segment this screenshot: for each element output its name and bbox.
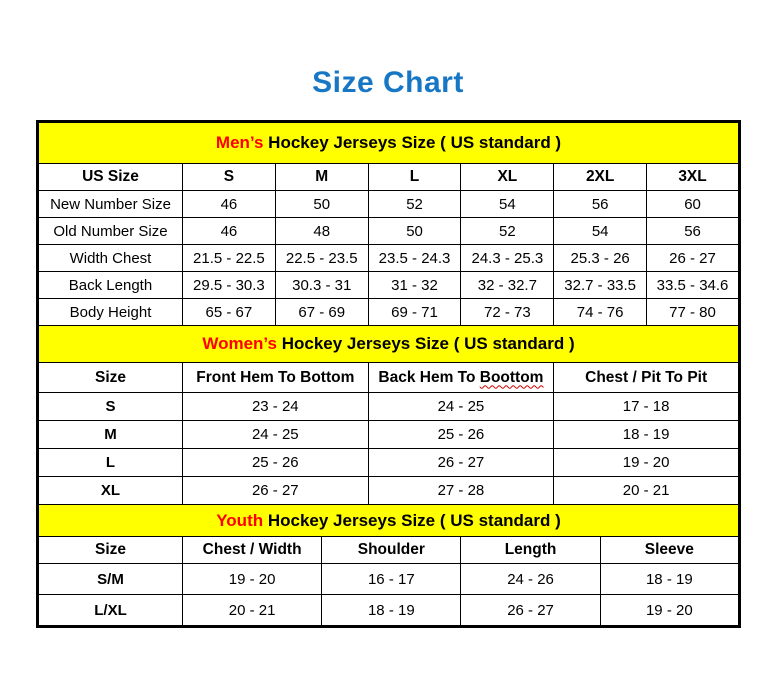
table-cell: 74 - 76 xyxy=(554,299,647,326)
womens-col-header-size: Size xyxy=(38,363,183,393)
table-cell: 23.5 - 24.3 xyxy=(368,245,461,272)
table-cell: 52 xyxy=(368,191,461,218)
womens-size-label: S xyxy=(38,393,183,421)
table-cell: 19 - 20 xyxy=(183,564,322,595)
mens-row-label: Back Length xyxy=(38,272,183,299)
womens-col-header-front-hem: Front Hem To Bottom xyxy=(183,363,369,393)
youth-row-lxl xyxy=(38,595,740,627)
youth-section-header-text: Hockey Jerseys Size ( US standard ) xyxy=(263,510,561,530)
table-cell: 22.5 - 23.5 xyxy=(275,245,368,272)
mens-section-header-text: Hockey Jerseys Size ( US standard ) xyxy=(263,133,562,152)
womens-size-label: XL xyxy=(38,477,183,505)
table-cell: 25.3 - 26 xyxy=(554,245,647,272)
table-cell: 56 xyxy=(554,191,647,218)
youth-col-header-shoulder: Shoulder xyxy=(322,537,461,564)
table-cell: 24.3 - 25.3 xyxy=(461,245,554,272)
youth-section-band xyxy=(38,505,740,537)
table-cell: 50 xyxy=(275,191,368,218)
womens-size-label: L xyxy=(38,449,183,477)
table-cell: 56 xyxy=(647,218,740,245)
table-cell: 60 xyxy=(647,191,740,218)
table-cell: 24 - 25 xyxy=(183,421,369,449)
mens-row-label: Old Number Size xyxy=(38,218,183,245)
youth-column-header-row xyxy=(38,537,740,564)
youth-col-header-length: Length xyxy=(461,537,600,564)
womens-row-m xyxy=(38,421,740,449)
mens-row-old-number-size xyxy=(38,218,740,245)
table-cell: 77 - 80 xyxy=(647,299,740,326)
mens-col-header-xl: XL xyxy=(461,164,554,191)
mens-section-band xyxy=(38,122,740,164)
table-cell: 26 - 27 xyxy=(461,595,600,627)
mens-col-header-m: M xyxy=(275,164,368,191)
size-chart-table xyxy=(36,120,741,628)
youth-section-header-highlight: Youth xyxy=(216,510,264,530)
table-cell: 54 xyxy=(461,191,554,218)
mens-col-header-s: S xyxy=(183,164,276,191)
womens-section-band xyxy=(38,326,740,363)
mens-section-header xyxy=(38,122,740,164)
table-cell: 23 - 24 xyxy=(183,393,369,421)
table-cell: 27 - 28 xyxy=(368,477,554,505)
table-cell: 25 - 26 xyxy=(368,421,554,449)
mens-row-label: Width Chest xyxy=(38,245,183,272)
youth-col-header-size: Size xyxy=(38,537,183,564)
table-cell: 20 - 21 xyxy=(183,595,322,627)
mens-col-header-3xl: 3XL xyxy=(647,164,740,191)
table-cell: 29.5 - 30.3 xyxy=(183,272,276,299)
table-cell: 72 - 73 xyxy=(461,299,554,326)
table-cell: 26 - 27 xyxy=(368,449,554,477)
table-cell: 19 - 20 xyxy=(554,449,740,477)
womens-size-label: M xyxy=(38,421,183,449)
table-cell: 24 - 25 xyxy=(368,393,554,421)
youth-section-header xyxy=(38,505,740,537)
table-cell: 24 - 26 xyxy=(461,564,600,595)
mens-row-label: Body Height xyxy=(38,299,183,326)
womens-row-s xyxy=(38,393,740,421)
mens-column-header-row xyxy=(38,164,740,191)
table-cell: 46 xyxy=(183,218,276,245)
womens-col-header-back-hem-typo: Boottom xyxy=(479,368,544,386)
mens-col-header-l: L xyxy=(368,164,461,191)
mens-row-width-chest xyxy=(38,245,740,272)
mens-col-header-2xl: 2XL xyxy=(554,164,647,191)
youth-col-header-sleeve: Sleeve xyxy=(600,537,739,564)
table-cell: 18 - 19 xyxy=(554,421,740,449)
table-cell: 31 - 32 xyxy=(368,272,461,299)
table-cell: 32.7 - 33.5 xyxy=(554,272,647,299)
table-cell: 16 - 17 xyxy=(322,564,461,595)
table-cell: 25 - 26 xyxy=(183,449,369,477)
womens-col-header-back-hem xyxy=(368,363,554,393)
youth-size-label: L/XL xyxy=(38,595,183,627)
mens-row-new-number-size xyxy=(38,191,740,218)
youth-row-sm xyxy=(38,564,740,595)
womens-row-xl xyxy=(38,477,740,505)
mens-row-back-length xyxy=(38,272,740,299)
womens-section-header-text: Hockey Jerseys Size ( US standard ) xyxy=(276,334,575,353)
womens-section-header xyxy=(38,326,740,363)
womens-col-header-chest: Chest / Pit To Pit xyxy=(554,363,740,393)
table-cell: 65 - 67 xyxy=(183,299,276,326)
table-cell: 26 - 27 xyxy=(647,245,740,272)
womens-section-header-highlight: Women’s xyxy=(202,334,277,353)
table-cell: 32 - 32.7 xyxy=(461,272,554,299)
table-cell: 26 - 27 xyxy=(183,477,369,505)
womens-row-l xyxy=(38,449,740,477)
page-title: Size Chart xyxy=(312,66,464,99)
table-cell: 46 xyxy=(183,191,276,218)
womens-column-header-row xyxy=(38,363,740,393)
mens-section-header-highlight: Men’s xyxy=(215,133,264,152)
table-cell: 18 - 19 xyxy=(322,595,461,627)
table-cell: 19 - 20 xyxy=(600,595,739,627)
youth-col-header-chest-width: Chest / Width xyxy=(183,537,322,564)
mens-col-header-us-size: US Size xyxy=(38,164,183,191)
youth-size-label: S/M xyxy=(38,564,183,595)
womens-col-header-back-hem-prefix: Back Hem To xyxy=(378,368,480,386)
table-cell: 67 - 69 xyxy=(275,299,368,326)
mens-row-body-height xyxy=(38,299,740,326)
table-cell: 21.5 - 22.5 xyxy=(183,245,276,272)
table-cell: 18 - 19 xyxy=(600,564,739,595)
table-cell: 20 - 21 xyxy=(554,477,740,505)
table-cell: 54 xyxy=(554,218,647,245)
table-cell: 17 - 18 xyxy=(554,393,740,421)
table-cell: 52 xyxy=(461,218,554,245)
table-cell: 33.5 - 34.6 xyxy=(647,272,740,299)
mens-row-label: New Number Size xyxy=(38,191,183,218)
table-cell: 30.3 - 31 xyxy=(275,272,368,299)
table-cell: 48 xyxy=(275,218,368,245)
table-cell: 69 - 71 xyxy=(368,299,461,326)
table-cell: 50 xyxy=(368,218,461,245)
